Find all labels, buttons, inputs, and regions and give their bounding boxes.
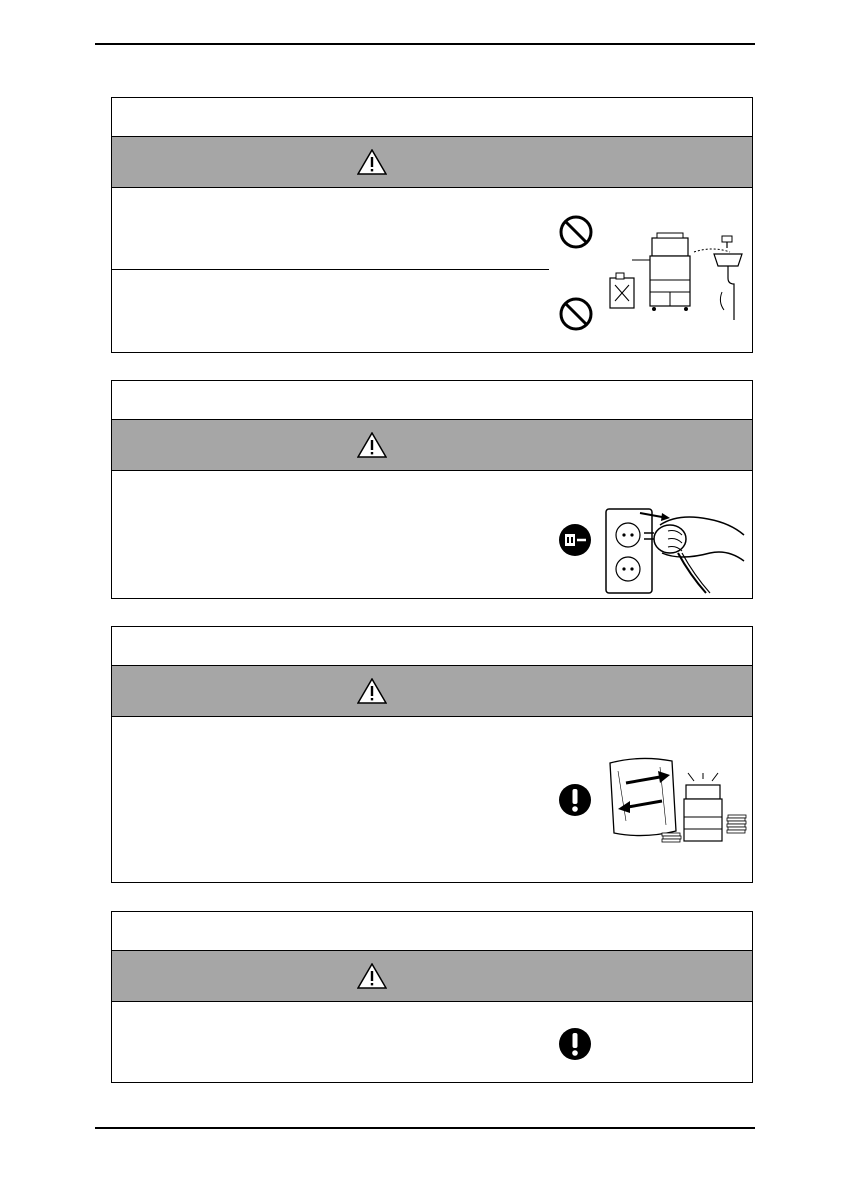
prohibition-icon xyxy=(558,214,594,250)
caution-block-1 xyxy=(111,97,753,353)
block-body xyxy=(112,1002,752,1083)
mandatory-action-icon xyxy=(558,783,592,817)
copier-water-and-flammables-illustration xyxy=(602,232,747,322)
caution-bar xyxy=(112,137,752,188)
block-title xyxy=(112,98,752,137)
prohibition-icon xyxy=(558,296,594,332)
row-divider xyxy=(112,269,549,270)
block-title xyxy=(112,912,752,951)
block-body xyxy=(112,471,752,599)
block-body xyxy=(112,717,752,883)
warning-triangle-icon xyxy=(357,963,387,989)
header-rule xyxy=(95,43,755,45)
caution-block-4 xyxy=(111,911,753,1083)
warning-triangle-icon xyxy=(357,432,387,458)
caution-bar xyxy=(112,666,752,717)
caution-block-3 xyxy=(111,626,753,883)
mandatory-action-icon xyxy=(558,1027,592,1061)
moving-copier-packing-illustration xyxy=(600,751,750,851)
footer-rule xyxy=(95,1127,755,1129)
block-title xyxy=(112,627,752,666)
warning-triangle-icon xyxy=(357,149,387,175)
warning-triangle-icon xyxy=(357,678,387,704)
caution-bar xyxy=(112,420,752,471)
caution-block-2 xyxy=(111,380,753,599)
block-body xyxy=(112,188,752,353)
block-title xyxy=(112,381,752,420)
unplug-power-cord-illustration xyxy=(598,495,748,595)
caution-bar xyxy=(112,951,752,1002)
unplug-icon xyxy=(558,523,592,557)
